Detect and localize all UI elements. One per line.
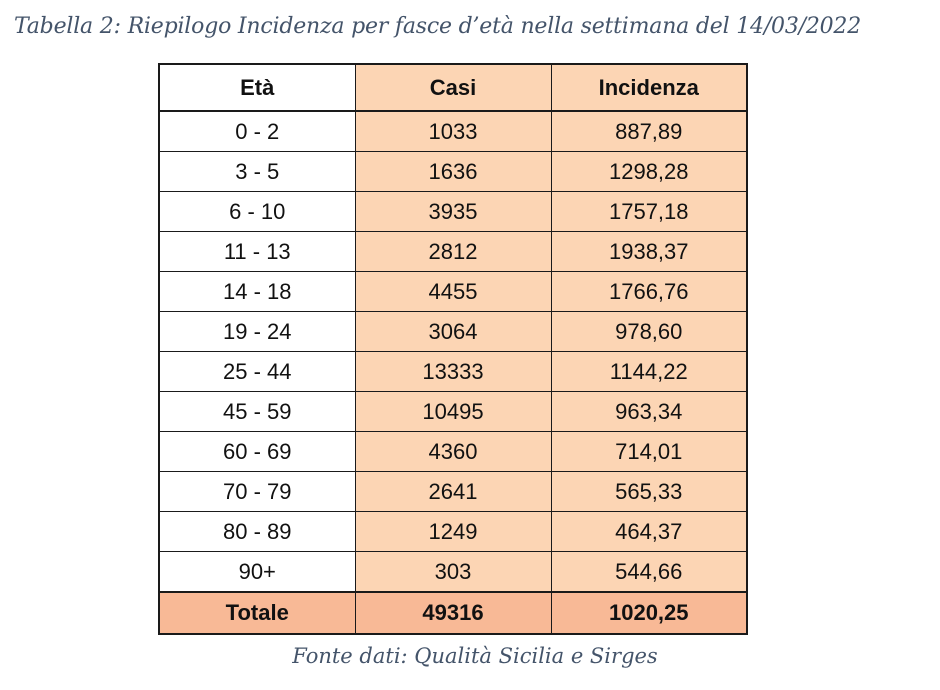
table-row	[159, 432, 747, 472]
table-row	[159, 192, 747, 232]
cases-cell: 2812	[355, 232, 551, 272]
cases-cell: 3935	[355, 192, 551, 232]
incidence-cell: 1298,28	[551, 152, 747, 192]
incidence-cell: 1757,18	[551, 192, 747, 232]
cases-cell: 303	[355, 552, 551, 593]
table-row	[159, 512, 747, 552]
incidence-cell: 565,33	[551, 472, 747, 512]
total-label-cell: Totale	[159, 592, 355, 634]
column-header-cases: Casi	[355, 64, 551, 111]
age-cell: 45 - 59	[159, 392, 355, 432]
table-row	[159, 472, 747, 512]
table-row	[159, 312, 747, 352]
incidence-cell: 887,89	[551, 111, 747, 152]
age-cell: 0 - 2	[159, 111, 355, 152]
age-cell: 6 - 10	[159, 192, 355, 232]
incidence-cell: 1938,37	[551, 232, 747, 272]
age-cell: 80 - 89	[159, 512, 355, 552]
column-header-incidence: Incidenza	[551, 64, 747, 111]
table-row	[159, 111, 747, 152]
table-row	[159, 272, 747, 312]
age-cell: 11 - 13	[159, 232, 355, 272]
incidence-cell: 1144,22	[551, 352, 747, 392]
age-incidence-table	[158, 63, 748, 635]
cases-cell: 10495	[355, 392, 551, 432]
age-cell: 19 - 24	[159, 312, 355, 352]
incidence-cell: 963,34	[551, 392, 747, 432]
cases-cell: 3064	[355, 312, 551, 352]
age-cell: 3 - 5	[159, 152, 355, 192]
age-cell: 60 - 69	[159, 432, 355, 472]
incidence-cell: 1766,76	[551, 272, 747, 312]
table-caption: Tabella 2: Riepilogo Incidenza per fasce d’età nella settimana del 14/03/2022	[14, 14, 862, 39]
total-cases-cell: 49316	[355, 592, 551, 634]
data-source-note	[0, 644, 940, 668]
column-header-age: Età	[159, 64, 355, 111]
incidence-cell: 544,66	[551, 552, 747, 593]
incidence-cell: 714,01	[551, 432, 747, 472]
data-source-text: Fonte dati: Qualità Sicilia e Sirges	[292, 644, 658, 668]
cases-cell: 4360	[355, 432, 551, 472]
age-cell: 25 - 44	[159, 352, 355, 392]
cases-cell: 1249	[355, 512, 551, 552]
table-row	[159, 552, 747, 593]
table-header-row	[159, 64, 747, 111]
cases-cell: 2641	[355, 472, 551, 512]
cases-cell: 1033	[355, 111, 551, 152]
age-cell: 90+	[159, 552, 355, 593]
total-incidence-cell: 1020,25	[551, 592, 747, 634]
table-row	[159, 152, 747, 192]
table-row	[159, 352, 747, 392]
age-cell: 70 - 79	[159, 472, 355, 512]
age-cell: 14 - 18	[159, 272, 355, 312]
table-row	[159, 232, 747, 272]
cases-cell: 4455	[355, 272, 551, 312]
table-row	[159, 392, 747, 432]
incidence-cell: 978,60	[551, 312, 747, 352]
cases-cell: 13333	[355, 352, 551, 392]
total-row	[159, 592, 747, 634]
cases-cell: 1636	[355, 152, 551, 192]
incidence-cell: 464,37	[551, 512, 747, 552]
